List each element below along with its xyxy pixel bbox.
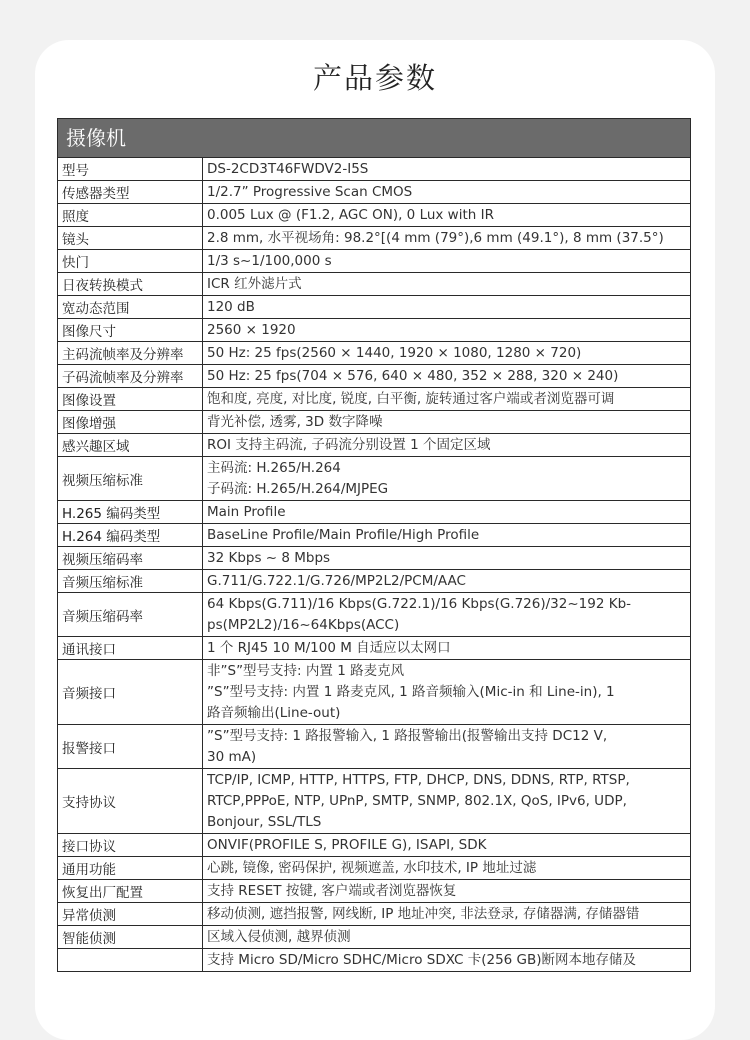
spec-row <box>58 365 690 388</box>
spec-label: 接口协议 <box>58 834 203 856</box>
spec-value <box>203 857 690 879</box>
spec-value-line: 2560 × 1920 <box>207 322 296 338</box>
spec-value-line: 主码流: H.265/H.264 <box>207 460 341 476</box>
spec-row <box>58 857 690 880</box>
spec-label: 主码流帧率及分辨率 <box>58 342 203 364</box>
spec-value <box>203 181 690 203</box>
spec-value <box>203 834 690 856</box>
spec-row <box>58 250 690 273</box>
spec-value-line: 心跳, 镜像, 密码保护, 视频遮盖, 水印技术, IP 地址过滤 <box>207 860 537 876</box>
spec-label: 传感器类型 <box>58 181 203 203</box>
spec-value-line: 非”S”型号支持: 内置 1 路麦克风 <box>207 663 405 679</box>
spec-row <box>58 834 690 857</box>
spec-row <box>58 296 690 319</box>
spec-label: 图像尺寸 <box>58 319 203 341</box>
spec-value-line: ICR 红外滤片式 <box>207 276 302 292</box>
spec-row <box>58 926 690 949</box>
spec-row <box>58 204 690 227</box>
spec-value-line: TCP/IP, ICMP, HTTP, HTTPS, FTP, DHCP, DNS, DDNS, RTP, RTSP, <box>207 772 630 788</box>
spec-value-line: 32 Kbps ~ 8 Mbps <box>207 550 331 566</box>
spec-value <box>203 570 690 592</box>
spec-value <box>203 227 690 249</box>
spec-row <box>58 158 690 181</box>
spec-value-line: ONVIF(PROFILE S, PROFILE G), ISAPI, SDK <box>207 837 487 853</box>
spec-value-line: 1/2.7” Progressive Scan CMOS <box>207 184 413 200</box>
spec-label: 快门 <box>58 250 203 272</box>
spec-label: 图像设置 <box>58 388 203 410</box>
spec-value <box>203 342 690 364</box>
spec-row <box>58 457 690 501</box>
spec-row <box>58 725 690 769</box>
spec-value-line: 120 dB <box>207 299 255 315</box>
spec-label <box>58 949 203 971</box>
spec-label: H.265 编码类型 <box>58 501 203 523</box>
spec-row <box>58 434 690 457</box>
spec-value <box>203 365 690 387</box>
spec-value <box>203 296 690 318</box>
spec-label: H.264 编码类型 <box>58 524 203 546</box>
spec-value-line: 50 Hz: 25 fps(2560 × 1440, 1920 × 1080, 1280 × 720) <box>207 345 582 361</box>
spec-label: 恢复出厂配置 <box>58 880 203 902</box>
spec-value <box>203 660 690 724</box>
spec-value-line: 支持 Micro SD/Micro SDHC/Micro SDXC 卡(256 GB)断网本地存储及 <box>207 952 637 968</box>
spec-label: 子码流帧率及分辨率 <box>58 365 203 387</box>
spec-label: 音频接口 <box>58 660 203 724</box>
spec-value <box>203 434 690 456</box>
spec-row <box>58 637 690 660</box>
spec-row <box>58 524 690 547</box>
spec-value <box>203 593 690 636</box>
spec-value-line: 背光补偿, 透雾, 3D 数字降噪 <box>207 414 383 430</box>
spec-value <box>203 158 690 180</box>
spec-row <box>58 949 690 971</box>
spec-row <box>58 501 690 524</box>
spec-label: 型号 <box>58 158 203 180</box>
spec-value-line: 移动侦测, 遮挡报警, 网线断, IP 地址冲突, 非法登录, 存储器满, 存储器错 <box>207 906 640 922</box>
spec-label: 报警接口 <box>58 725 203 768</box>
spec-row <box>58 227 690 250</box>
spec-label: 视频压缩标准 <box>58 457 203 500</box>
spec-value-line: 饱和度, 亮度, 对比度, 锐度, 白平衡, 旋转通过客户端或者浏览器可调 <box>207 391 615 407</box>
spec-value-line: 50 Hz: 25 fps(704 × 576, 640 × 480, 352 × 288, 320 × 240) <box>207 368 619 384</box>
spec-value <box>203 949 690 971</box>
spec-value <box>203 637 690 659</box>
spec-label: 音频压缩码率 <box>58 593 203 636</box>
spec-label: 镜头 <box>58 227 203 249</box>
section-header: 摄像机 <box>58 119 690 158</box>
spec-label: 日夜转换模式 <box>58 273 203 295</box>
spec-row <box>58 660 690 725</box>
spec-value-line: RTCP,PPPoE, NTP, UPnP, SMTP, SNMP, 802.1X, QoS, IPv6, UDP, <box>207 793 627 809</box>
spec-value <box>203 880 690 902</box>
spec-row <box>58 342 690 365</box>
spec-value <box>203 388 690 410</box>
spec-row <box>58 769 690 834</box>
spec-value-line: 路音频输出(Line-out) <box>207 705 341 721</box>
spec-value-line: 子码流: H.265/H.264/MJPEG <box>207 481 389 497</box>
page-title: 产品参数 <box>312 61 437 95</box>
spec-row <box>58 880 690 903</box>
spec-row <box>58 903 690 926</box>
spec-row <box>58 319 690 342</box>
spec-value-line: DS-2CD3T46FWDV2-I5S <box>207 161 369 177</box>
spec-label: 通用功能 <box>58 857 203 879</box>
spec-row <box>58 411 690 434</box>
spec-value-line: ”S”型号支持: 1 路报警输入, 1 路报警输出(报警输出支持 DC12 V, <box>207 728 608 744</box>
spec-value-line: 1 个 RJ45 10 M/100 M 自适应以太网口 <box>207 640 451 656</box>
spec-value <box>203 411 690 433</box>
spec-value <box>203 319 690 341</box>
spec-table <box>57 118 691 972</box>
spec-label: 照度 <box>58 204 203 226</box>
spec-value-line: ”S”型号支持: 内置 1 路麦克风, 1 路音频输入(Mic-in 和 Line-in), 1 <box>207 684 615 700</box>
spec-value-line: ROI 支持主码流, 子码流分别设置 1 个固定区域 <box>207 437 491 453</box>
spec-value-line: 2.8 mm, 水平视场角: 98.2°[(4 mm (79°),6 mm (49.1°), 8 mm (37.5°) <box>207 230 664 246</box>
spec-value <box>203 725 690 768</box>
spec-value <box>203 524 690 546</box>
spec-value-line: Bonjour, SSL/TLS <box>207 814 322 830</box>
spec-label: 异常侦测 <box>58 903 203 925</box>
spec-row <box>58 388 690 411</box>
spec-value-line: ps(MP2L2)/16~64Kbps(ACC) <box>207 617 400 633</box>
spec-value <box>203 769 690 833</box>
spec-value-line: 0.005 Lux @ (F1.2, AGC ON), 0 Lux with IR <box>207 207 494 223</box>
spec-value-line: 1/3 s~1/100,000 s <box>207 253 332 269</box>
spec-value-line: G.711/G.722.1/G.726/MP2L2/PCM/AAC <box>207 573 466 589</box>
spec-label: 视频压缩码率 <box>58 547 203 569</box>
spec-row <box>58 273 690 296</box>
spec-value-line: 30 mA) <box>207 749 257 765</box>
spec-value <box>203 926 690 948</box>
spec-value-line: 64 Kbps(G.711)/16 Kbps(G.722.1)/16 Kbps(G.726)/32~192 Kb- <box>207 596 632 612</box>
spec-label: 感兴趣区域 <box>58 434 203 456</box>
spec-value <box>203 547 690 569</box>
spec-label: 音频压缩标准 <box>58 570 203 592</box>
spec-value-line: Main Profile <box>207 504 286 520</box>
spec-value-line: 区域入侵侦测, 越界侦测 <box>207 929 351 945</box>
spec-row <box>58 570 690 593</box>
spec-value <box>203 501 690 523</box>
spec-row <box>58 547 690 570</box>
spec-value <box>203 457 690 500</box>
spec-value <box>203 204 690 226</box>
spec-value-line: 支持 RESET 按键, 客户端或者浏览器恢复 <box>207 883 457 899</box>
spec-label: 支持协议 <box>58 769 203 833</box>
spec-row <box>58 181 690 204</box>
spec-value <box>203 903 690 925</box>
spec-label: 图像增强 <box>58 411 203 433</box>
spec-value-line: BaseLine Profile/Main Profile/High Profile <box>207 527 480 543</box>
spec-value <box>203 273 690 295</box>
spec-label: 宽动态范围 <box>58 296 203 318</box>
spec-value <box>203 250 690 272</box>
spec-label: 通讯接口 <box>58 637 203 659</box>
spec-label: 智能侦测 <box>58 926 203 948</box>
spec-row <box>58 593 690 637</box>
